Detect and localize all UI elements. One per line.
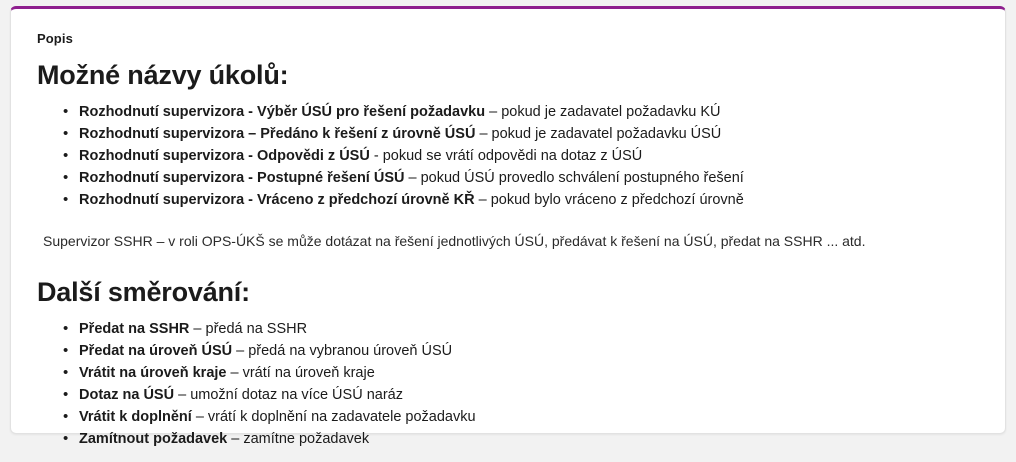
- supervisor-note: Supervizor SSHR – v roli OPS-ÚKŠ se může dotázat na řešení jednotlivých ÚSÚ, předávat k řešení na ÚSÚ, předat na SSHR ... atd.: [43, 233, 866, 249]
- list-item: [79, 147, 979, 169]
- list-item-rest: – předá na SSHR: [189, 321, 308, 337]
- list-item-lead: Vrátit k doplnění: [79, 409, 192, 425]
- section-label-popis: Popis: [37, 31, 73, 46]
- list-item-lead: Zamítnout požadavek: [79, 431, 228, 447]
- list-item-lead: Rozhodnutí supervizora - Vráceno z předchozí úrovně KŘ: [79, 192, 475, 208]
- list-item: [79, 342, 979, 364]
- list-item: [79, 430, 979, 452]
- list-item: [79, 320, 979, 342]
- list-item-lead: Předat na úroveň ÚSÚ: [79, 343, 233, 359]
- list-item: [79, 191, 979, 213]
- list-item-rest: – předá na vybranou úroveň ÚSÚ: [232, 343, 453, 359]
- list-item-lead: Rozhodnutí supervizora - Odpovědi z ÚSÚ: [79, 148, 370, 164]
- task-names-list: [37, 103, 979, 213]
- list-item-rest: – pokud je zadavatel požadavku ÚSÚ: [475, 126, 722, 142]
- list-item: [79, 364, 979, 386]
- list-item: [79, 169, 979, 191]
- list-item-rest: – vrátí na úroveň kraje: [226, 365, 375, 381]
- list-item-lead: Rozhodnutí supervizora - Výběr ÚSÚ pro řešení požadavku: [79, 104, 486, 120]
- list-item: [79, 103, 979, 125]
- list-item: [79, 408, 979, 430]
- list-item-lead: Rozhodnutí supervizora - Postupné řešení ÚSÚ: [79, 170, 405, 186]
- list-item-lead: Rozhodnutí supervizora – Předáno k řešení z úrovně ÚSÚ: [79, 126, 476, 142]
- description-card: [10, 6, 1006, 447]
- list-item-rest: – vrátí k doplnění na zadavatele požadavku: [191, 409, 476, 425]
- heading-possible-task-names: Možné názvy úkolů:: [37, 60, 289, 90]
- list-item-lead: Vrátit na úroveň kraje: [79, 365, 227, 381]
- list-item-rest: – zamítne požadavek: [227, 431, 370, 447]
- heading-further-routing: Další směrování:: [37, 277, 250, 307]
- list-item-rest: – pokud je zadavatel požadavku KÚ: [485, 104, 721, 120]
- list-item-rest: – pokud ÚSÚ provedlo schválení postupného řešení: [404, 170, 744, 186]
- list-item-lead: Předat na SSHR: [79, 321, 190, 337]
- list-item-rest: – umožní dotaz na více ÚSÚ naráz: [174, 387, 403, 403]
- list-item-rest: – pokud bylo vráceno z předchozí úrovně: [474, 192, 744, 208]
- list-item-lead: Dotaz na ÚSÚ: [79, 387, 175, 403]
- card-content: [11, 9, 1005, 462]
- routing-options-list: [37, 320, 979, 452]
- list-item: [79, 386, 979, 408]
- list-item-rest: - pokud se vrátí odpovědi na dotaz z ÚSÚ: [369, 148, 643, 164]
- list-item: [79, 125, 979, 147]
